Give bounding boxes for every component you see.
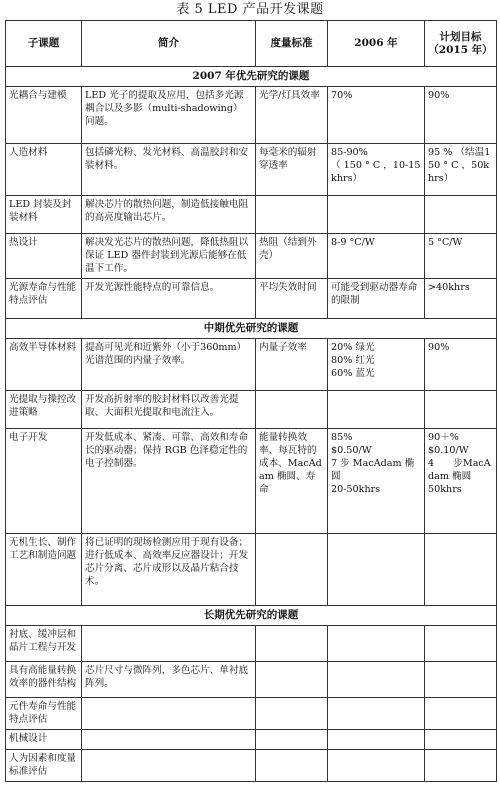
- cell-subtopic: 衬底、缓冲层和晶片工程与开发: [6, 626, 82, 662]
- cell-intro: [82, 750, 256, 782]
- cell-target: 90%: [425, 87, 497, 144]
- cell-target: [425, 534, 497, 606]
- cell-2006: 20% 绿光 80% 红光 60% 蓝光: [328, 339, 425, 391]
- cell-target: [425, 662, 497, 698]
- cell-2006: [328, 750, 425, 782]
- section-row: [6, 67, 497, 87]
- cell-subtopic: 具有高能量转换效率的器件结构: [6, 662, 82, 698]
- cell-target: 90%: [425, 339, 497, 391]
- cell-2006: 8-9 °C/W: [328, 234, 425, 279]
- cell-metric: [256, 196, 328, 234]
- cell-subtopic: LED 封装及封装材料: [6, 196, 82, 234]
- cell-metric: 光学/灯具效率: [256, 87, 328, 144]
- cell-2006: [328, 626, 425, 662]
- led-topics-table: [5, 20, 497, 782]
- table-row: [6, 429, 497, 534]
- table-row: [6, 196, 497, 234]
- table-row: [6, 339, 497, 391]
- cell-subtopic: 人为因素和度量标准评估: [6, 750, 82, 782]
- table-row: [6, 750, 497, 782]
- cell-metric: [256, 730, 328, 750]
- cell-subtopic: 光源寿命与性能特点评估: [6, 279, 82, 319]
- cell-subtopic: 元件寿命与性能特点评估: [6, 698, 82, 730]
- cell-target: [425, 730, 497, 750]
- table-row: [6, 234, 497, 279]
- cell-2006: [328, 534, 425, 606]
- cell-intro: 将已证明的现场检测应用于现有设备；进行低成本、高效率反应器设计；开发芯片分离、芯片成形以及晶片粘合技术。: [82, 534, 256, 606]
- table-row: [6, 87, 497, 144]
- cell-intro: 芯片尺寸与微阵列，多色芯片、单衬底阵列。: [82, 662, 256, 698]
- cell-intro: 开发光源性能特点的可靠信息。: [82, 279, 256, 319]
- cell-2006: 70%: [328, 87, 425, 144]
- cell-subtopic: 光耦合与建模: [6, 87, 82, 144]
- header-intro: 简介: [82, 21, 256, 67]
- header-metric: 度量标准: [256, 21, 328, 67]
- table-row: [6, 730, 497, 750]
- cell-intro: LED 光子的提取及应用，包括多光源耦合以及多影（multi-shadowing）问题。: [82, 87, 256, 144]
- cell-metric: 热阻（结到外壳）: [256, 234, 328, 279]
- cell-metric: 每毫米的辐射穿透率: [256, 144, 328, 196]
- cell-metric: [256, 698, 328, 730]
- cell-metric: 内量子效率: [256, 339, 328, 391]
- header-2006: 2006 年: [328, 21, 425, 67]
- cell-2006: [328, 196, 425, 234]
- cell-target: 95 % （结温150 ° C ，50khrs）: [425, 144, 497, 196]
- cell-2006: 85-90% （ 150 ° C ，10-15khrs）: [328, 144, 425, 196]
- section-title-longterm: 长期优先研究的课题: [6, 606, 497, 626]
- cell-target: >40khrs: [425, 279, 497, 319]
- table-row: [6, 279, 497, 319]
- cell-metric: [256, 391, 328, 429]
- section-title-2007: 2007 年优先研究的课题: [6, 67, 497, 87]
- cell-subtopic: 无机生长、制作工艺和制造问题: [6, 534, 82, 606]
- cell-2006: [328, 698, 425, 730]
- header-target-2015: 计划目标 （2015 年）: [425, 21, 497, 67]
- cell-subtopic: 机械设计: [6, 730, 82, 750]
- cell-subtopic: 人造材料: [6, 144, 82, 196]
- cell-2006: [328, 391, 425, 429]
- cell-2006: 可能受到驱动器寿命的限制: [328, 279, 425, 319]
- table-row: [6, 391, 497, 429]
- cell-target: [425, 698, 497, 730]
- cell-intro: 解决发光芯片的散热问题，降低热阻以保证 LED 器件封装到光源后能够在低温下工作。: [82, 234, 256, 279]
- cell-subtopic: 电子开发: [6, 429, 82, 534]
- cell-intro: 提高可见光和近紫外（小于360mm）光谱范围的内量子效率。: [82, 339, 256, 391]
- cell-target: [425, 391, 497, 429]
- section-title-midterm: 中期优先研究的课题: [6, 319, 497, 339]
- cell-target: [425, 750, 497, 782]
- cell-intro: 开发低成本、紧凑、可靠、高效和寿命长的驱动器；保持 RGB 色泽稳定性的电子控制器。: [82, 429, 256, 534]
- cell-metric: [256, 626, 328, 662]
- cell-target: [425, 626, 497, 662]
- cell-metric: 能量转换效率、每瓦特的成本、MacAdam 椭圆、寿命: [256, 429, 328, 534]
- table-row: [6, 662, 497, 698]
- table-caption: 表 5 LED 产品开发课题: [176, 2, 324, 17]
- cell-subtopic: 热设计: [6, 234, 82, 279]
- cell-subtopic: 高效半导体材料: [6, 339, 82, 391]
- table-row: [6, 534, 497, 606]
- cell-2006: [328, 662, 425, 698]
- cell-target: 5 °C/W: [425, 234, 497, 279]
- table-row: [6, 626, 497, 662]
- cell-intro: [82, 698, 256, 730]
- cell-metric: 平均失效时间: [256, 279, 328, 319]
- cell-intro: [82, 730, 256, 750]
- header-row: [6, 21, 497, 67]
- cell-metric: [256, 534, 328, 606]
- cell-intro: [82, 626, 256, 662]
- cell-2006: 85% $0.50/W 7 步 MacAdam 椭圆 20-50khrs: [328, 429, 425, 534]
- cell-subtopic: 光提取与操控改进策略: [6, 391, 82, 429]
- section-row: [6, 319, 497, 339]
- cell-intro: 解决芯片的散热问题，制造低接触电阻的高亮度输出芯片。: [82, 196, 256, 234]
- section-row: [6, 606, 497, 626]
- cell-target: [425, 196, 497, 234]
- cell-metric: [256, 750, 328, 782]
- cell-intro: 包括磷光粉、发光材料、高温胶封和安装材料。: [82, 144, 256, 196]
- cell-2006: [328, 730, 425, 750]
- header-subtopic: 子课题: [6, 21, 82, 67]
- cell-target: 90＋% $0.10/W 4 步MacAdam 椭圆 50khrs: [425, 429, 497, 534]
- table-row: [6, 144, 497, 196]
- cell-metric: [256, 662, 328, 698]
- table-row: [6, 698, 497, 730]
- cell-intro: 开发高折射率的胶封材料以改善光提取、大面积光提取和电流注入。: [82, 391, 256, 429]
